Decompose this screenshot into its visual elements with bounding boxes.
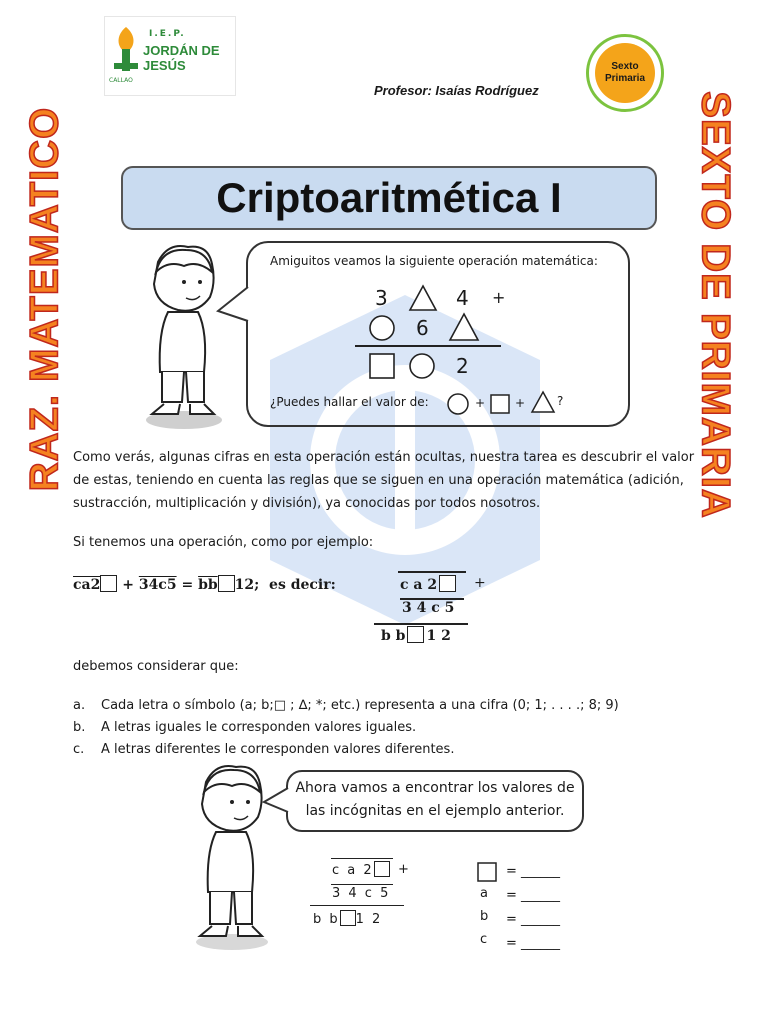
term-34c5: 34c5 [138, 577, 177, 593]
exercise-row1 [332, 861, 390, 878]
list-item [73, 720, 416, 735]
profesor-label: Profesor: Isaías Rodríguez [374, 83, 539, 98]
bubble1-question [270, 395, 429, 409]
op-plus: + [492, 288, 506, 307]
term-12: 12; [234, 577, 260, 593]
title-banner [121, 166, 657, 230]
v-row1-text: c a 2 [400, 577, 438, 593]
inline-plus: + [122, 577, 134, 593]
term-bb: $\overline{bb}$ [198, 577, 218, 593]
page-title: Criptoaritmética I [216, 174, 562, 221]
v-plus: + [474, 575, 486, 591]
term-ca2: ca2 [73, 577, 101, 593]
badge-line1: Sexto [611, 61, 639, 72]
square-icon [218, 575, 235, 592]
op-digit-2: 2 [456, 354, 469, 378]
answer-c-blank[interactable]: = ______ [506, 936, 561, 951]
square-icon [489, 393, 511, 415]
rule-letter: b. [73, 720, 86, 735]
circle-icon [446, 392, 470, 416]
square-icon [340, 910, 356, 926]
logo-name: JORDÁN DE JESÚS [143, 43, 220, 73]
square-icon [100, 575, 117, 592]
vertical-row1 [400, 575, 456, 593]
paragraph-consider: debemos considerar que: [73, 659, 239, 674]
triangle-icon [448, 312, 480, 342]
overline [331, 884, 393, 885]
square-icon [374, 861, 390, 877]
op-digit-4: 4 [456, 286, 469, 310]
square-icon [477, 862, 497, 882]
v-row3a: b b [381, 628, 406, 644]
es-decir: es decir: [269, 577, 336, 593]
triangle-icon [408, 284, 438, 312]
v-row3b: 1 2 [426, 628, 451, 644]
exercise-row3 [313, 910, 382, 927]
rule-text: Cada letra o símbolo (a; b;□ ; ∆; *; etc.) representa a una cifra (0; 1; . . . .; 8; 9) [101, 698, 619, 713]
ex-row3a: b b [313, 912, 340, 927]
circle-icon [368, 314, 396, 342]
answer-square-blank[interactable]: = ______ [506, 864, 561, 879]
square-icon [407, 626, 424, 643]
question-end: ? [557, 394, 564, 408]
overline [398, 571, 466, 573]
answer-b-label: b [480, 909, 489, 924]
rule-letter: c. [73, 742, 85, 757]
ex-row3b: 1 2 [355, 912, 383, 927]
inline-equals: = [181, 577, 194, 593]
list-item [73, 742, 454, 757]
overline [331, 858, 393, 859]
question-plus-1: + [475, 396, 486, 410]
paragraph-example-intro: Si tenemos una operación, como por ejemplo: [73, 535, 374, 550]
square-icon [368, 352, 396, 380]
grade-badge [586, 34, 664, 112]
circle-icon [408, 352, 436, 380]
exercise-row2: 3 4 c 5 [332, 886, 391, 901]
question-prefix: ¿Puedes hallar el valor de: [270, 395, 429, 409]
question-plus-2: + [515, 396, 526, 410]
op-digit-3: 3 [375, 286, 388, 310]
rule-text: A letras diferentes le corresponden valores diferentes. [101, 742, 455, 757]
logo-lep: I.E.P. [149, 29, 186, 39]
school-logo [104, 16, 236, 96]
paragraph-intro: Como verás, algunas cifras en esta operación están ocultas, nuestra tarea es descubrir el valor de estas, teniendo en cuenta las reglas que se siguen en una operación matemática (adición, sustracción, multiplicación y división), ya conocidas por todos nosotros. [73, 450, 695, 511]
op-digit-6: 6 [416, 316, 429, 340]
side-title-left: RAZ. MATEMATICO [22, 106, 67, 492]
example-inline [73, 575, 336, 593]
answer-a-blank[interactable]: = ______ [506, 888, 561, 903]
bubble-tail-2 [262, 786, 290, 816]
sum-line [310, 905, 404, 906]
bubble1-intro: Amiguitos veamos la siguiente operación matemática: [270, 254, 598, 268]
vertical-row3 [381, 626, 451, 644]
op-sum-line [355, 345, 501, 347]
answer-a-label: a [480, 886, 488, 901]
logo-emblem-icon [111, 25, 141, 73]
list-item [73, 698, 619, 713]
answer-b-blank[interactable]: = ______ [506, 912, 561, 927]
sum-line [374, 623, 468, 625]
rule-text: A letras iguales le corresponden valores iguales. [101, 720, 417, 735]
triangle-icon [530, 390, 556, 414]
square-icon [439, 575, 456, 592]
bubble-tail-1 [216, 285, 250, 325]
boy-illustration [138, 242, 230, 432]
rule-letter: a. [73, 698, 86, 713]
side-title-right: SEXTO DE PRIMARIA [693, 91, 738, 519]
badge-line2: Primaria [604, 73, 646, 84]
bubble2-text: Ahora vamos a encontrar los valores de las incógnitas en el ejemplo anterior. [295, 780, 575, 819]
logo-sub: CALLAO [109, 77, 133, 84]
vertical-row2: 3 4 c 5 [402, 600, 455, 616]
ex-row1-text: c a 2 [332, 863, 374, 878]
answer-c-label: c [480, 932, 488, 947]
ex-plus: + [398, 862, 409, 877]
